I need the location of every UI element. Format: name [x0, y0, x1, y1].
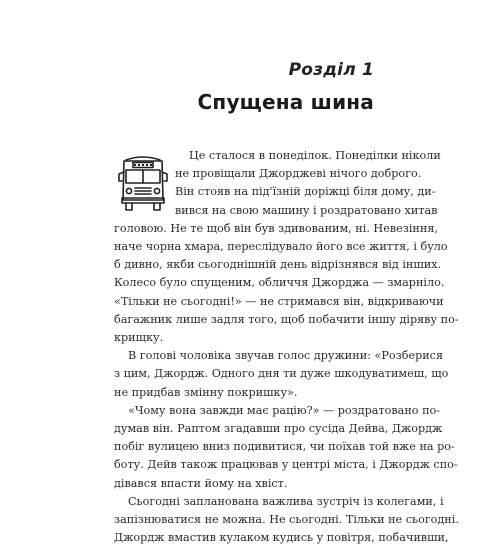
text-line: вився на свою машину і роздратовано хитав [175, 203, 438, 217]
text-line: крищку. [114, 331, 164, 345]
text-line: «Тільки не сьогодні!» — не стримався він, відкриваючи [114, 294, 444, 308]
text-line: Колесо було спущеним, обличчя Джорджа — змарніло. [114, 276, 445, 290]
text-line: запізнюватися не можна. Не сьогодні. Тільки не сьогодні. [114, 513, 459, 527]
text-line: не придбав змінну покришку». [114, 385, 298, 399]
text-line: Він стояв на під'їзній доріжці біля дому, ди- [175, 185, 436, 199]
text-line: з цим, Джордж. Одного дня ти дуже шкодуватимеш, що [114, 367, 449, 381]
text-line: боту. Дейв також працював у центрі міста, і Джордж спо- [114, 458, 458, 472]
text-line: Сьогодні запланована важлива зустріч із колегами, і [128, 494, 444, 508]
text-line: головою. Не те щоб він був здивованим, ні. Невезіння, [114, 221, 438, 235]
text-line: дівався впасти йому на хвіст. [114, 476, 288, 490]
text-line: думав він. Раптом згадавши про сусіда Дейва, Джордж [114, 422, 443, 436]
text-line: б дивно, якби сьогоднішній день відрізнявся від інших. [114, 258, 442, 272]
chapter-body-text [114, 147, 459, 547]
text-line: багажник лише задля того, щоб побачити іншу діряву по- [114, 312, 459, 326]
text-line: Це сталося в понеділок. Понеділки ніколи [189, 149, 441, 162]
text-line: В голові чоловіка звучав голос дружини: «Розберися [128, 349, 444, 363]
text-line: Джордж вмастив кулаком кудись у повітря, побачивши, [114, 531, 449, 545]
text-line: побіг вулицею вниз подивитися, чи поїхав той вже на ро- [114, 440, 455, 454]
chapter-number: Розділ 1 [288, 60, 374, 80]
text-line: наче чорна хмара, переслідувало його все життя, і було [114, 240, 448, 254]
text-line: «Чому вона завжди має рацію?» — роздратовано по- [128, 403, 441, 417]
chapter-title: Спущена шина [197, 90, 374, 114]
text-line: не провіщали Джорджеві нічого доброго. [175, 167, 422, 181]
